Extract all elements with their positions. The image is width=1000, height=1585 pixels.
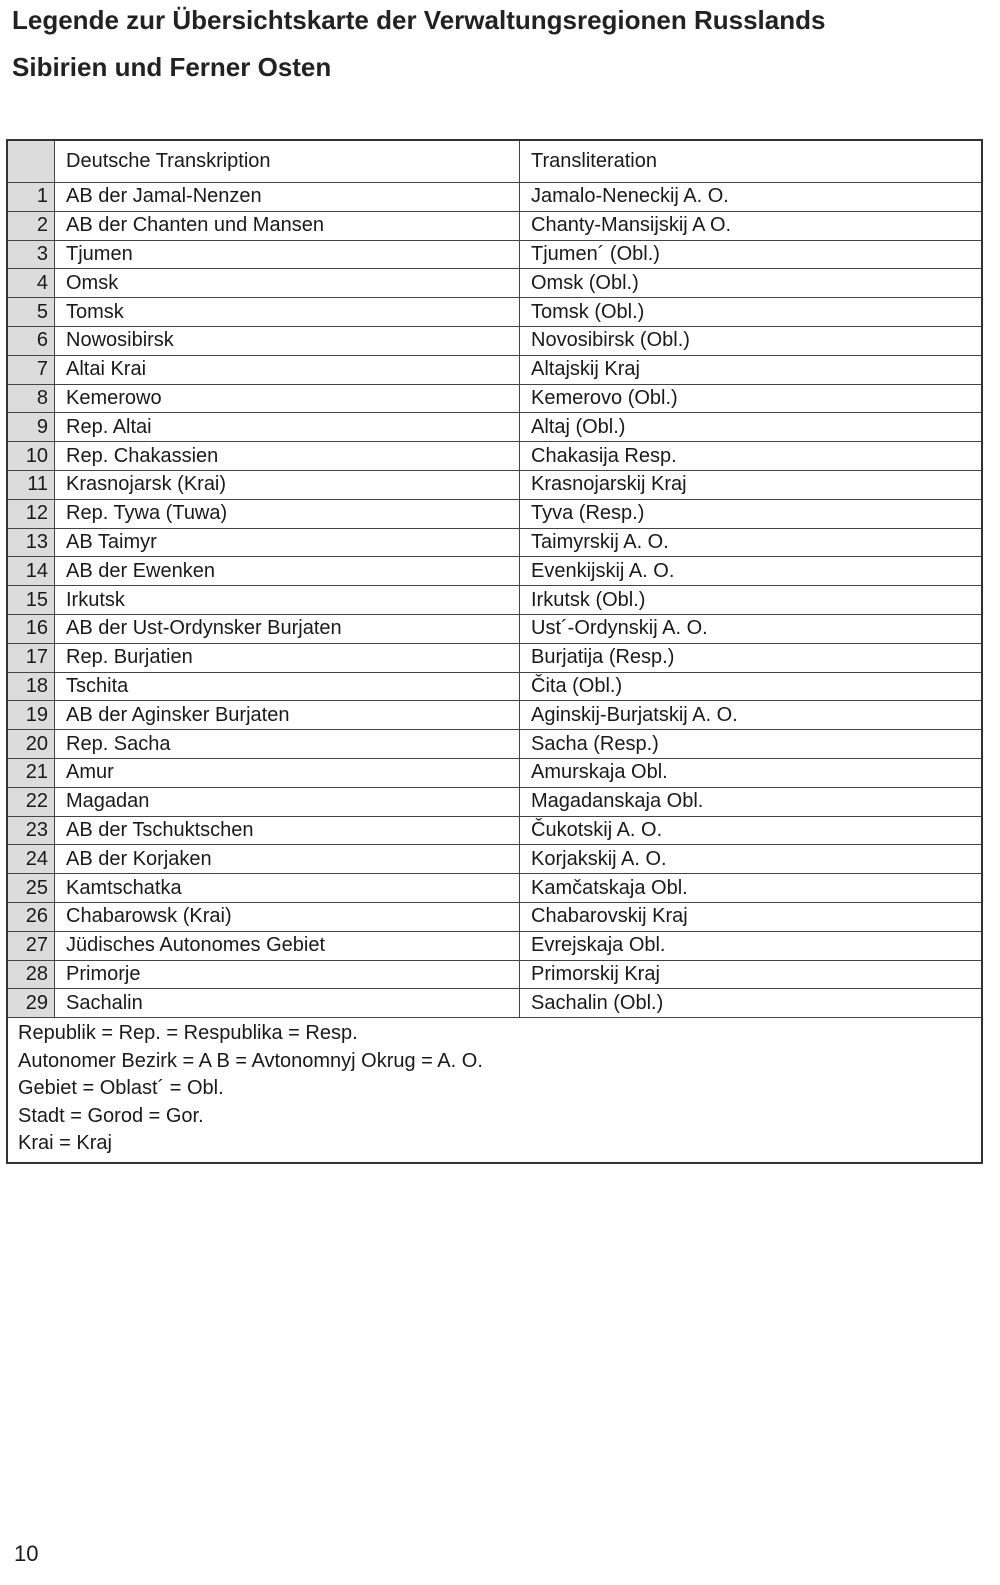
row-number: 5	[8, 298, 55, 326]
row-number: 28	[8, 961, 55, 989]
page-number: 10	[14, 1541, 39, 1566]
note-line: Gebiet = Oblast´ = Obl.	[18, 1077, 224, 1100]
note-line: Krai = Kraj	[18, 1132, 112, 1155]
table-row	[8, 586, 981, 615]
note-line: Autonomer Bezirk = A B = Avtonomnyj Okrug = A. O.	[18, 1049, 483, 1072]
row-number: 10	[8, 442, 55, 470]
row-number: 18	[8, 673, 55, 701]
german-transcription: Primorje	[55, 961, 520, 989]
table-row	[8, 932, 981, 961]
row-number: 8	[8, 385, 55, 413]
transliteration: Primorskij Kraj	[531, 962, 660, 985]
row-number: 4	[8, 269, 55, 297]
transliteration: Chanty-Mansijskij A O.	[531, 214, 732, 237]
german-transcription: Rep. Chakassien	[55, 442, 520, 470]
table-row	[8, 529, 981, 558]
transliteration: Evrejskaja Obl.	[531, 934, 666, 957]
table-row	[8, 903, 981, 932]
row-number: 26	[8, 903, 55, 931]
german-transcription: Rep. Burjatien	[55, 644, 520, 672]
row-number: 25	[8, 874, 55, 902]
row-number: 12	[8, 500, 55, 528]
german-transcription: Chabarowsk (Krai)	[55, 903, 520, 931]
transliteration: Sacha (Resp.)	[531, 732, 659, 755]
table-row	[8, 701, 981, 730]
german-transcription: Krasnojarsk (Krai)	[55, 471, 520, 499]
transliteration: Tyva (Resp.)	[531, 502, 645, 525]
table-row	[8, 644, 981, 673]
header-german-transcription: Deutsche Transkription	[55, 141, 520, 182]
table-row	[8, 673, 981, 702]
table-row	[8, 817, 981, 846]
table-row	[8, 385, 981, 414]
row-number: 22	[8, 788, 55, 816]
german-transcription: AB der Chanten und Mansen	[55, 212, 520, 240]
german-transcription: Tschita	[55, 673, 520, 701]
table-row	[8, 557, 981, 586]
german-transcription: Magadan	[55, 788, 520, 816]
transliteration: Ust´-Ordynskij A. O.	[531, 617, 708, 640]
row-number: 1	[8, 183, 55, 211]
german-transcription: Jüdisches Autonomes Gebiet	[55, 932, 520, 960]
row-number: 7	[8, 356, 55, 384]
row-number: 9	[8, 413, 55, 441]
table-row	[8, 759, 981, 788]
german-transcription: Sachalin	[55, 989, 520, 1017]
german-transcription: Nowosibirsk	[55, 327, 520, 355]
header-number-cell	[8, 141, 55, 182]
transliteration: Chabarovskij Kraj	[531, 905, 688, 928]
transliteration: Evenkijskij A. O.	[531, 559, 675, 582]
table-row	[8, 212, 981, 241]
row-number: 21	[8, 759, 55, 787]
row-number: 6	[8, 327, 55, 355]
german-transcription: Amur	[55, 759, 520, 787]
table-row	[8, 183, 981, 212]
german-transcription: AB der Jamal-Nenzen	[55, 183, 520, 211]
table-header-row	[8, 141, 981, 183]
row-number: 3	[8, 241, 55, 269]
german-transcription: Omsk	[55, 269, 520, 297]
table-row	[8, 269, 981, 298]
transliteration: Kamčatskaja Obl.	[531, 876, 688, 899]
legend-table	[6, 139, 983, 1164]
transliteration: Krasnojarskij Kraj	[531, 473, 687, 496]
transliteration: Novosibirsk (Obl.)	[531, 329, 690, 352]
table-row	[8, 241, 981, 270]
german-transcription: Tomsk	[55, 298, 520, 326]
table-body	[8, 183, 981, 1018]
german-transcription: AB der Ust-Ordynsker Burjaten	[55, 615, 520, 643]
table-row	[8, 874, 981, 903]
german-transcription: AB der Aginsker Burjaten	[55, 701, 520, 729]
transliteration: Burjatija (Resp.)	[531, 646, 675, 669]
transliteration: Jamalo-Neneckij A. O.	[531, 185, 729, 208]
transliteration: Čukotskij A. O.	[531, 818, 663, 841]
row-number: 13	[8, 529, 55, 557]
row-number: 11	[8, 471, 55, 499]
transliteration: Omsk (Obl.)	[531, 271, 639, 294]
transliteration: Magadanskaja Obl.	[531, 790, 704, 813]
abbreviation-notes	[8, 1018, 981, 1162]
transliteration: Irkutsk (Obl.)	[531, 588, 646, 611]
table-row	[8, 961, 981, 990]
transliteration: Tomsk (Obl.)	[531, 300, 645, 323]
row-number: 20	[8, 730, 55, 758]
page-title: Legende zur Übersichtskarte der Verwaltungsregionen Russlands	[12, 5, 826, 35]
transliteration: Sachalin (Obl.)	[531, 991, 664, 1014]
german-transcription: Rep. Altai	[55, 413, 520, 441]
transliteration: Altaj (Obl.)	[531, 415, 626, 438]
table-row	[8, 615, 981, 644]
row-number: 29	[8, 989, 55, 1017]
row-number: 27	[8, 932, 55, 960]
transliteration: Kemerovo (Obl.)	[531, 386, 678, 409]
german-transcription: Rep. Sacha	[55, 730, 520, 758]
table-row	[8, 471, 981, 500]
row-number: 14	[8, 557, 55, 585]
row-number: 19	[8, 701, 55, 729]
german-transcription: Kamtschatka	[55, 874, 520, 902]
german-transcription: AB der Tschuktschen	[55, 817, 520, 845]
table-row	[8, 442, 981, 471]
table-row	[8, 788, 981, 817]
table-row	[8, 500, 981, 529]
german-transcription: Rep. Tywa (Tuwa)	[55, 500, 520, 528]
transliteration: Chakasija Resp.	[531, 444, 677, 467]
row-number: 15	[8, 586, 55, 614]
transliteration: Aginskij-Burjatskij A. O.	[531, 703, 738, 726]
row-number: 16	[8, 615, 55, 643]
note-line: Republik = Rep. = Respublika = Resp.	[18, 1022, 358, 1045]
table-row	[8, 989, 981, 1018]
transliteration: Tjumen´ (Obl.)	[531, 242, 660, 265]
german-transcription: Altai Krai	[55, 356, 520, 384]
transliteration: Korjakskij A. O.	[531, 847, 667, 870]
german-transcription: Tjumen	[55, 241, 520, 269]
transliteration: Altajskij Kraj	[531, 358, 640, 381]
table-row	[8, 730, 981, 759]
german-transcription: AB der Korjaken	[55, 845, 520, 873]
table-row	[8, 327, 981, 356]
table-row	[8, 356, 981, 385]
transliteration: Taimyrskij A. O.	[531, 530, 669, 553]
transliteration: Amurskaja Obl.	[531, 761, 668, 784]
note-line: Stadt = Gorod = Gor.	[18, 1104, 204, 1127]
table-row	[8, 845, 981, 874]
table-row	[8, 298, 981, 327]
transliteration: Čita (Obl.)	[531, 674, 623, 697]
german-transcription: AB der Ewenken	[55, 557, 520, 585]
row-number: 24	[8, 845, 55, 873]
row-number: 23	[8, 817, 55, 845]
row-number: 17	[8, 644, 55, 672]
table-row	[8, 413, 981, 442]
german-transcription: Irkutsk	[55, 586, 520, 614]
page-subtitle: Sibirien und Ferner Osten	[12, 52, 332, 82]
header-transliteration: Transliteration	[531, 150, 657, 172]
german-transcription: Kemerowo	[55, 385, 520, 413]
row-number: 2	[8, 212, 55, 240]
german-transcription: AB Taimyr	[55, 529, 520, 557]
